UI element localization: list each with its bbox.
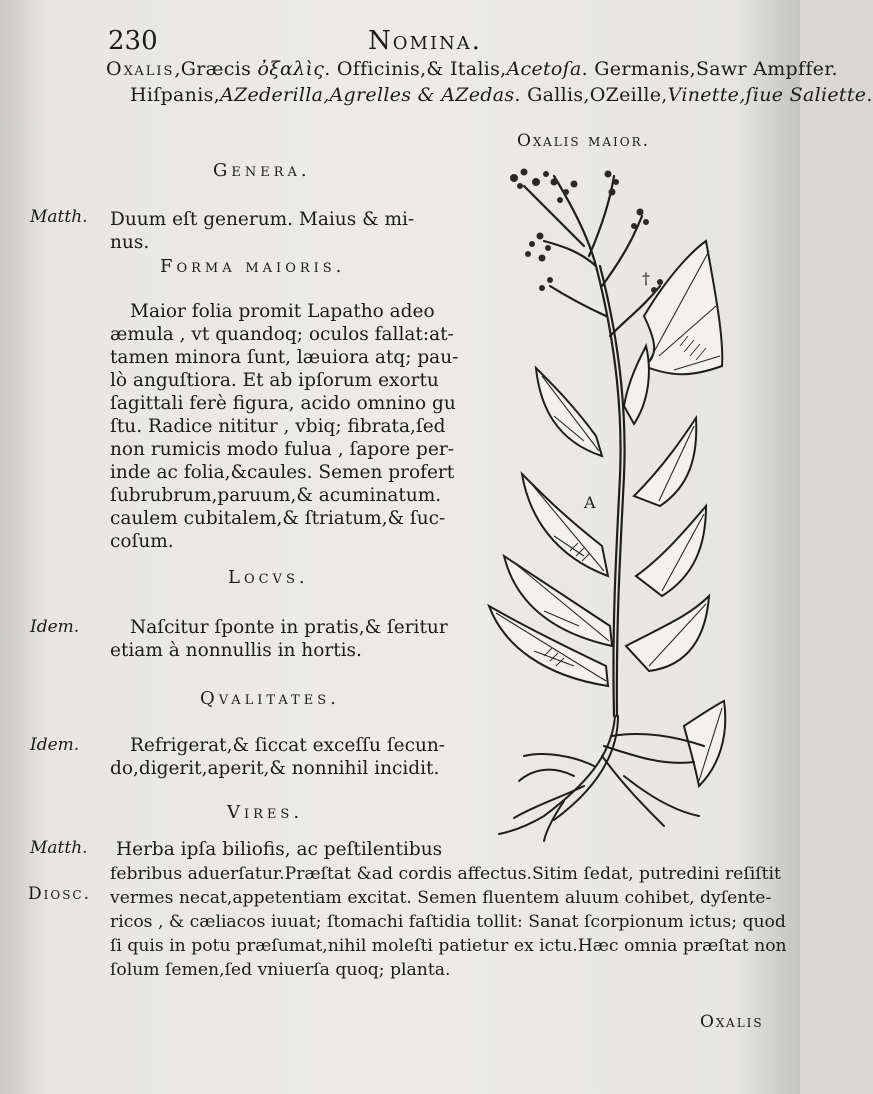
header-segment: . Officinis,& Italis, [324, 58, 507, 80]
text-line: febribus aduerſatur.Præſtat &ad cordis affectus.Sitim ſedat, putredini reſiſtit [110, 864, 781, 884]
header-segment: AZederilla,Agrelles & AZedas [219, 84, 515, 106]
text-line: Maior folia promit Lapatho adeo [130, 301, 435, 322]
text-line: lò anguſtiora. Et ab ipſorum exortu [110, 370, 439, 391]
text-line: Herba ipſa biliofis, ac peſtilentibus [116, 839, 443, 860]
text-line: tamen minora ſunt, læuiora atq; pau- [110, 347, 459, 368]
text-line: coſum. [110, 531, 174, 552]
illustration-label-a: A [584, 493, 596, 512]
text-qualitates [110, 734, 445, 780]
text-line: æmula , vt quandoq; oculos fallat:at- [110, 324, 454, 345]
margin-note-locus: Idem. [30, 617, 80, 637]
text-line: ſi quis in potu præſumat,nihil moleſti patietur ex ictu.Hæc omnia præſtat non [110, 936, 787, 956]
text-locus [110, 616, 448, 662]
text-line: inde ac folia,&caules. Semen profert [110, 462, 455, 483]
text-line: Duum eſt generum. Maius & mi- [110, 209, 415, 230]
text-line: vermes necat,appetentiam excitat. Semen fluentem aluum cohibet, dyſente- [110, 888, 772, 908]
text-line: nus. [110, 232, 150, 253]
text-forma [110, 300, 458, 553]
margin-note-vires-1: Matth. [30, 838, 88, 858]
margin-note-genera: Matth. [30, 207, 88, 227]
names-header-line-2 [130, 84, 873, 106]
margin-note-vires-2: Diosc. [28, 884, 92, 904]
header-segment: . [866, 84, 873, 106]
heading-genera: Genera. [213, 160, 311, 181]
text-line: ſagittali ferè figura, acido omnino gu [110, 393, 456, 414]
text-line: Refrigerat,& ſiccat exceſſu ſecun- [130, 735, 446, 756]
header-segment: Vinette,ſiue Saliette [667, 84, 867, 106]
text-line: non rumicis modo fulua , ſapore per- [110, 439, 454, 460]
header-segment: Acetoſa [506, 58, 582, 80]
heading-forma: Forma maioris. [160, 256, 346, 277]
text-line: etiam à nonnullis in hortis. [110, 640, 362, 661]
header-segment: . Gallis,OZeille, [514, 84, 668, 106]
illustration-label-cross: † [642, 269, 650, 288]
text-genera [110, 208, 414, 254]
oxalis-plant-woodcut [484, 156, 734, 846]
header-segment: ,Græcis [174, 58, 258, 80]
text-line: ſubrubrum,paruum,& acuminatum. [110, 485, 442, 506]
text-line: caulem cubitalem,& ſtriatum,& ſuc- [110, 508, 446, 529]
text-line: do,digerit,aperit,& nonnihil incidit. [110, 758, 440, 779]
text-line: ricos , & cæliacos iuuat; ſtomachi faſtidia tollit: Sanat ſcorpionum ictus; quod [110, 912, 786, 932]
heading-locus: Locvs. [228, 567, 309, 588]
header-segment: . Germanis,Sawr Ampffer. [581, 58, 838, 80]
names-header-line-1 [106, 58, 838, 80]
heading-qualitates: Qvalitates. [200, 688, 340, 709]
text-line: ſolum ſemen,ſed vniuerſa quoq; planta. [110, 960, 451, 980]
text-vires [110, 838, 787, 982]
margin-note-qualitates: Idem. [30, 735, 80, 755]
text-line: ſtu. Radice nititur , vbiq; fibrata,ſed [110, 416, 446, 437]
header-segment: Oxalis [106, 58, 175, 80]
illustration-caption: Oxalis maior. [517, 131, 651, 151]
header-segment: ὀξαλὶς [257, 58, 325, 80]
running-head: Nomina. [368, 26, 483, 56]
catchword: Oxalis [700, 1012, 764, 1032]
heading-vires: Vires. [227, 802, 304, 823]
text-line: Naſcitur ſponte in pratis,& ſeritur [130, 617, 448, 638]
header-segment: Hiſpanis, [130, 84, 220, 106]
page-number: 230 [108, 26, 158, 56]
